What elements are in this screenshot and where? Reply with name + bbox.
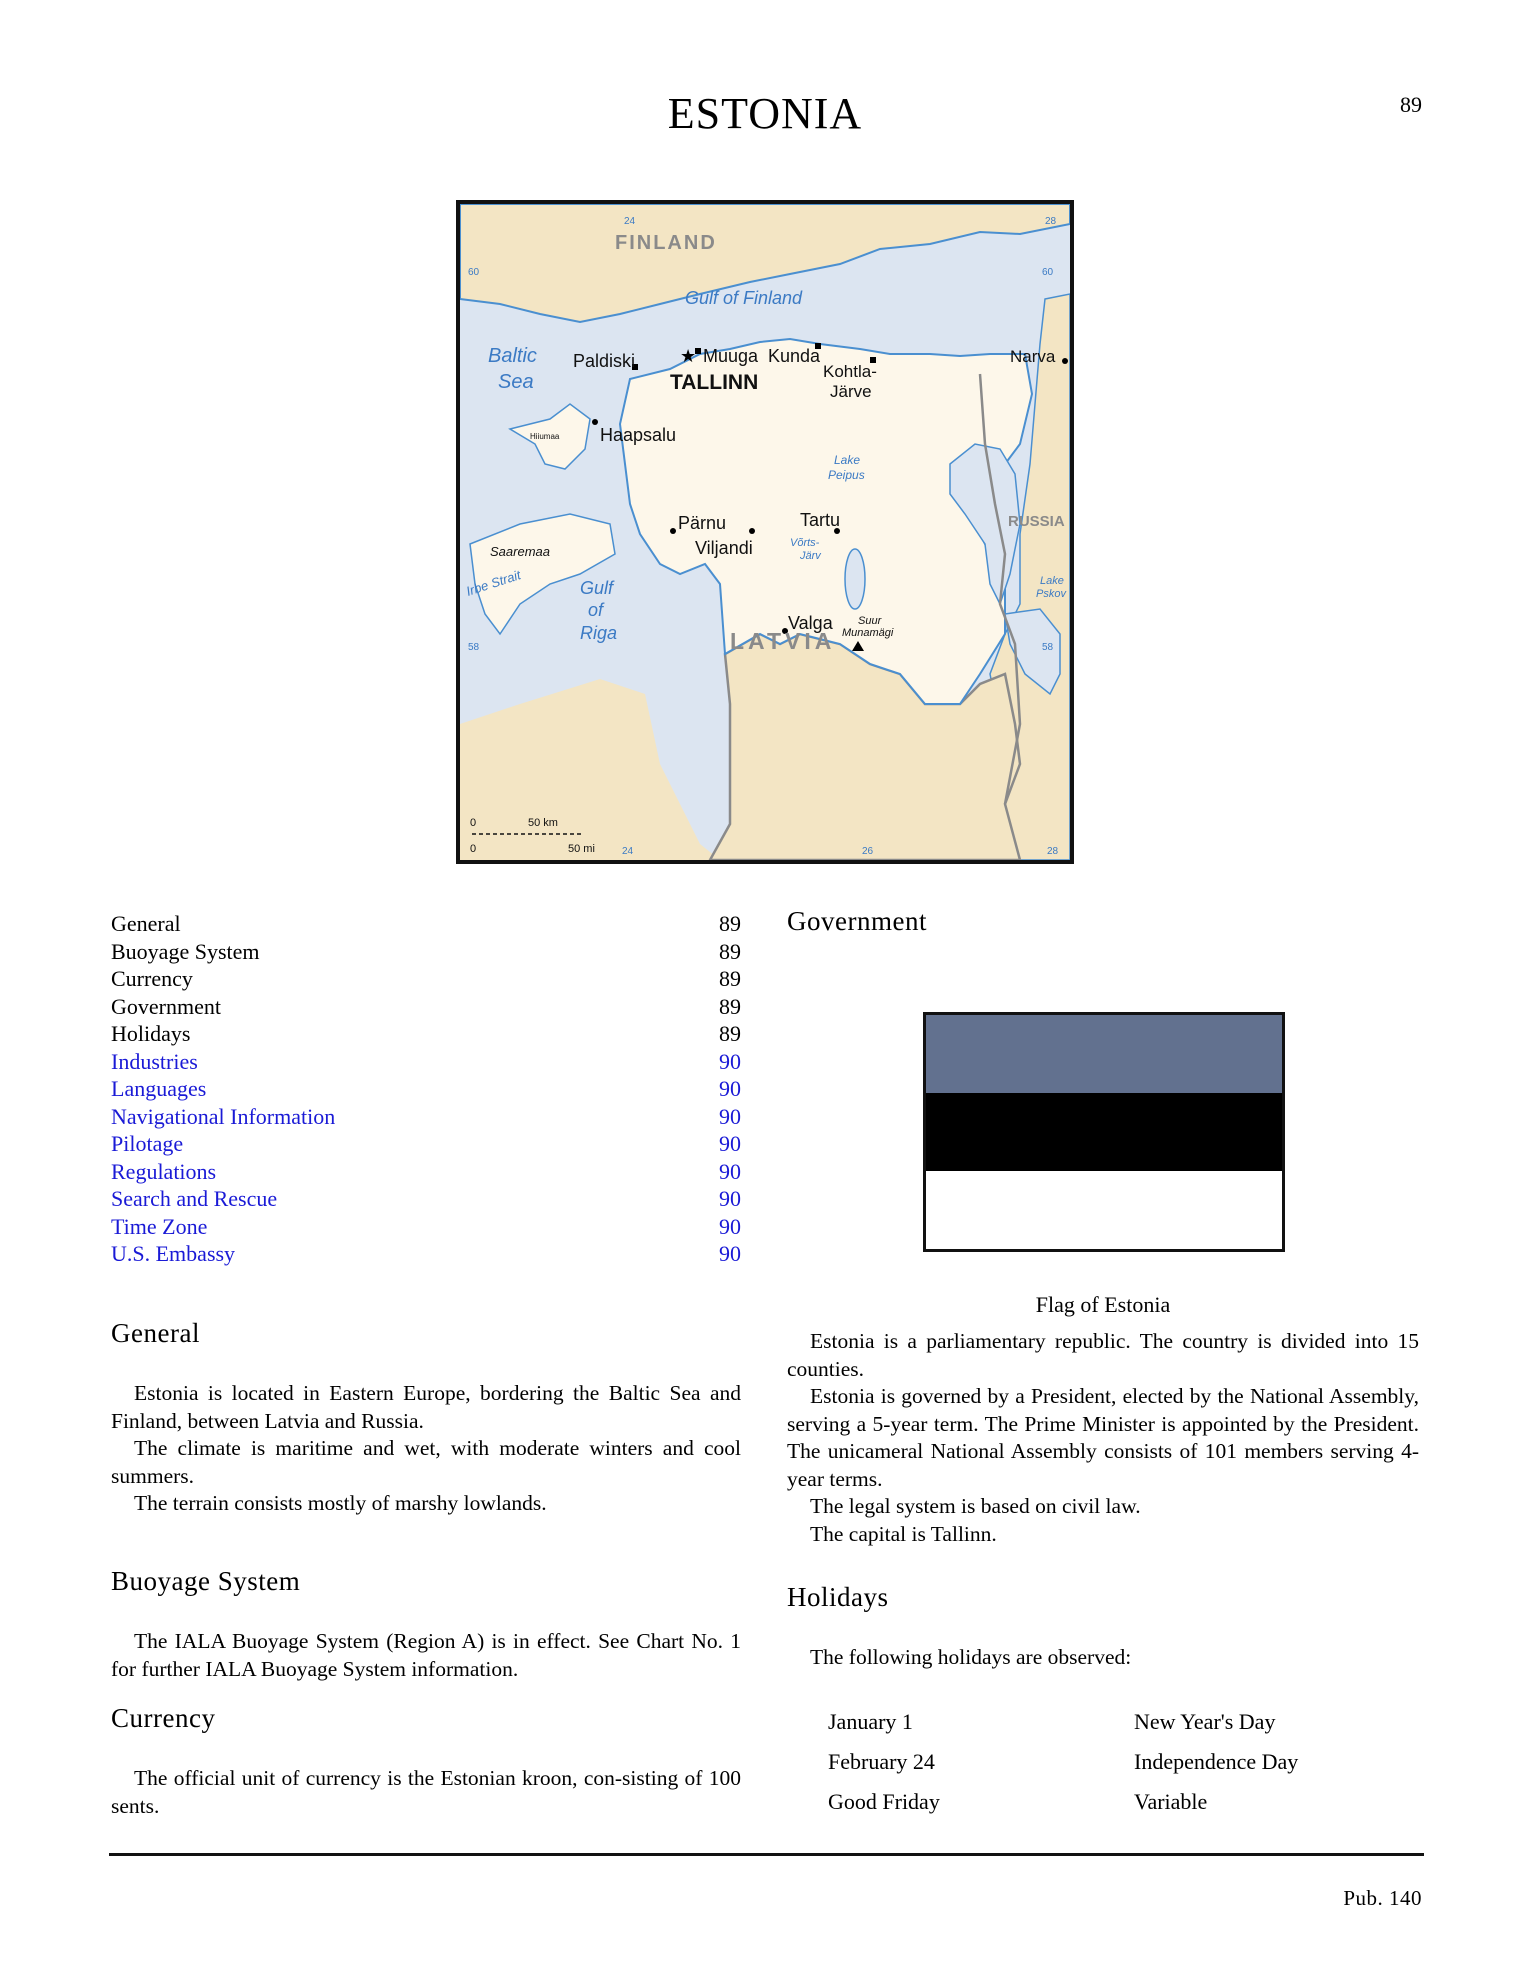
toc-link-navigational-information[interactable]: Navigational Information 90 <box>111 1103 741 1129</box>
publication-label: Pub. 140 <box>1343 1886 1422 1910</box>
map-label-saaremaa: Saaremaa <box>490 544 550 559</box>
section-body-currency: The official unit of currency is the Estonian kroon, con-sisting of 100 sents. <box>111 1766 741 1818</box>
flag-caption: Flag of Estonia <box>1035 1292 1171 1317</box>
map-tick-lat-58-left: 58 <box>468 642 480 653</box>
map-label-valga: Valga <box>788 613 833 633</box>
map-label-latvia: LATVIA <box>730 628 836 654</box>
map-label-tartu: Tartu <box>800 510 841 530</box>
map-tick-lon-28-bottom: 28 <box>1047 846 1059 857</box>
holiday-date: January 1 <box>828 1709 913 1734</box>
map-label-suur-munamagi-2: Munamägi <box>842 627 894 639</box>
map-label-viljandi: Viljandi <box>695 538 753 558</box>
map-label-irbe-strait: Irbe Strait <box>464 567 523 599</box>
toc-link-search-and-rescue[interactable]: Search and Rescue 90 <box>111 1186 741 1211</box>
map-label-baltic-sea: Baltic <box>488 345 537 367</box>
toc-item-buoyage-system[interactable]: Buoyage System 89 <box>111 938 741 964</box>
map-label-gulf-of-finland: Gulf of Finland <box>685 288 803 308</box>
section-heading-general: General <box>111 1318 200 1348</box>
holiday-name: Variable <box>1134 1789 1208 1814</box>
toc-item-general[interactable]: General 89 <box>111 911 741 936</box>
section-heading-holidays: Holidays <box>787 1582 889 1612</box>
flag-stripe-black <box>926 1093 1282 1171</box>
map-label-lake-peipus: Lake <box>834 453 861 467</box>
section-body-buoyage-system: The IALA Buoyage System (Region A) is in effect. See Chart No. 1 for further IALA Buoyage System information. <box>111 1629 741 1681</box>
section-heading-government: Government <box>787 906 927 936</box>
map-label-gulf-of-riga-2: of <box>588 600 604 620</box>
map-tick-lat-60-right: 60 <box>1042 267 1054 278</box>
map-scale-zero-mi: 0 <box>470 843 477 855</box>
flag-stripe-white <box>926 1171 1282 1249</box>
toc-link-time-zone[interactable]: Time Zone 90 <box>111 1213 741 1239</box>
toc-link-pilotage[interactable]: Pilotage 90 <box>111 1131 741 1156</box>
holiday-name: Independence Day <box>1134 1749 1299 1774</box>
map-label-lake-peipus-2: Peipus <box>828 468 865 482</box>
map-tick-lon-24-bottom: 24 <box>622 846 634 857</box>
holiday-name: New Year's Day <box>1134 1709 1276 1734</box>
map-label-russia: RUSSIA <box>1008 513 1065 530</box>
map-label-paldiski: Paldiski <box>573 351 636 371</box>
map-label-parnu: Pärnu <box>678 513 727 533</box>
map-label-suur-munamagi: Suur <box>858 615 882 627</box>
footer-divider <box>109 1853 1424 1856</box>
map-label-lake-pskov-2: Pskov <box>1036 588 1066 600</box>
map-label-haapsalu: Haapsalu <box>600 425 677 445</box>
map-label-muuga: Muuga <box>703 346 759 366</box>
toc-link-industries[interactable]: Industries 90 <box>111 1048 741 1074</box>
toc-item-holidays[interactable]: Holidays 89 <box>111 1021 741 1046</box>
toc-item-currency[interactable]: Currency 89 <box>111 966 741 991</box>
toc-link-regulations[interactable]: Regulations 90 <box>111 1158 741 1184</box>
map-label-kunda: Kunda <box>768 346 821 366</box>
map-label-kohtla-jarve-2: Järve <box>830 382 872 401</box>
map-label-tallinn: TALLINN <box>670 371 759 394</box>
map-scale-km: 50 km <box>528 817 558 829</box>
map-label-gulf-of-riga: Gulf <box>580 578 614 598</box>
section-body-government: Estonia is a parliamentary republic. The country is divided into 15 counties. Estonia is governed by a President, elected by the National Assembly, serving a 5-year term. The Prime Minister is appointed by the President. The unicameral National Assembly consists of 101 members serving 4-year terms. The legal system is based on civil law. The capital is Tallinn. <box>787 1329 1419 1546</box>
page-number: 89 <box>1400 92 1422 117</box>
section-body-general: Estonia is located in Eastern Europe, bordering the Baltic Sea and Finland, between Latvia and Russia. The climate is maritime and wet, with moderate winters and cool summers. The terrain consists mostly of marshy lowlands. <box>111 1381 741 1515</box>
holiday-row <box>828 1782 1388 1822</box>
holiday-row <box>828 1742 1388 1782</box>
map-tick-lon-24-top: 24 <box>624 216 636 227</box>
holiday-date: February 24 <box>828 1749 935 1774</box>
toc-link-languages[interactable]: Languages 90 <box>111 1076 741 1101</box>
map-label-lake-pskov: Lake <box>1040 575 1064 587</box>
map-label-baltic-sea-2: Sea <box>498 371 534 393</box>
map-label-vortsjarv-2: Järv <box>800 550 821 562</box>
page-title: ESTONIA <box>667 89 863 138</box>
map-tick-lon-28-top: 28 <box>1045 216 1057 227</box>
holidays-intro: The following holidays are observed: <box>810 1645 1132 1669</box>
holiday-row <box>828 1702 1388 1742</box>
holiday-date: Good Friday <box>828 1789 940 1814</box>
table-of-contents <box>111 910 741 1268</box>
country-map <box>456 200 1074 864</box>
section-heading-buoyage-system: Buoyage System <box>111 1566 301 1596</box>
map-scale-mi: 50 mi <box>568 843 595 855</box>
map-label-vortsjarv: Võrts- <box>790 537 820 549</box>
holidays-table <box>828 1702 1388 1822</box>
flag-stripe-blue <box>926 1015 1282 1093</box>
map-scale-zero-km: 0 <box>470 817 477 829</box>
map-label-kohtla-jarve: Kohtla- <box>823 362 877 381</box>
map-label-hiiumaa: Hiiumaa <box>530 432 560 441</box>
section-heading-currency: Currency <box>111 1703 216 1733</box>
svg-text:★: ★ <box>680 346 697 366</box>
map-tick-lat-60-left: 60 <box>468 267 480 278</box>
map-tick-lat-58-right: 58 <box>1042 642 1054 653</box>
flag-of-estonia <box>923 1012 1285 1252</box>
map-label-gulf-of-riga-3: Riga <box>580 623 618 643</box>
toc-link-us-embassy[interactable]: U.S. Embassy 90 <box>111 1241 741 1266</box>
toc-item-government[interactable]: Government 89 <box>111 993 741 1019</box>
map-label-finland: FINLAND <box>615 232 717 254</box>
map-tick-lon-26-bottom: 26 <box>862 846 874 857</box>
map-label-narva: Narva <box>1010 347 1056 366</box>
